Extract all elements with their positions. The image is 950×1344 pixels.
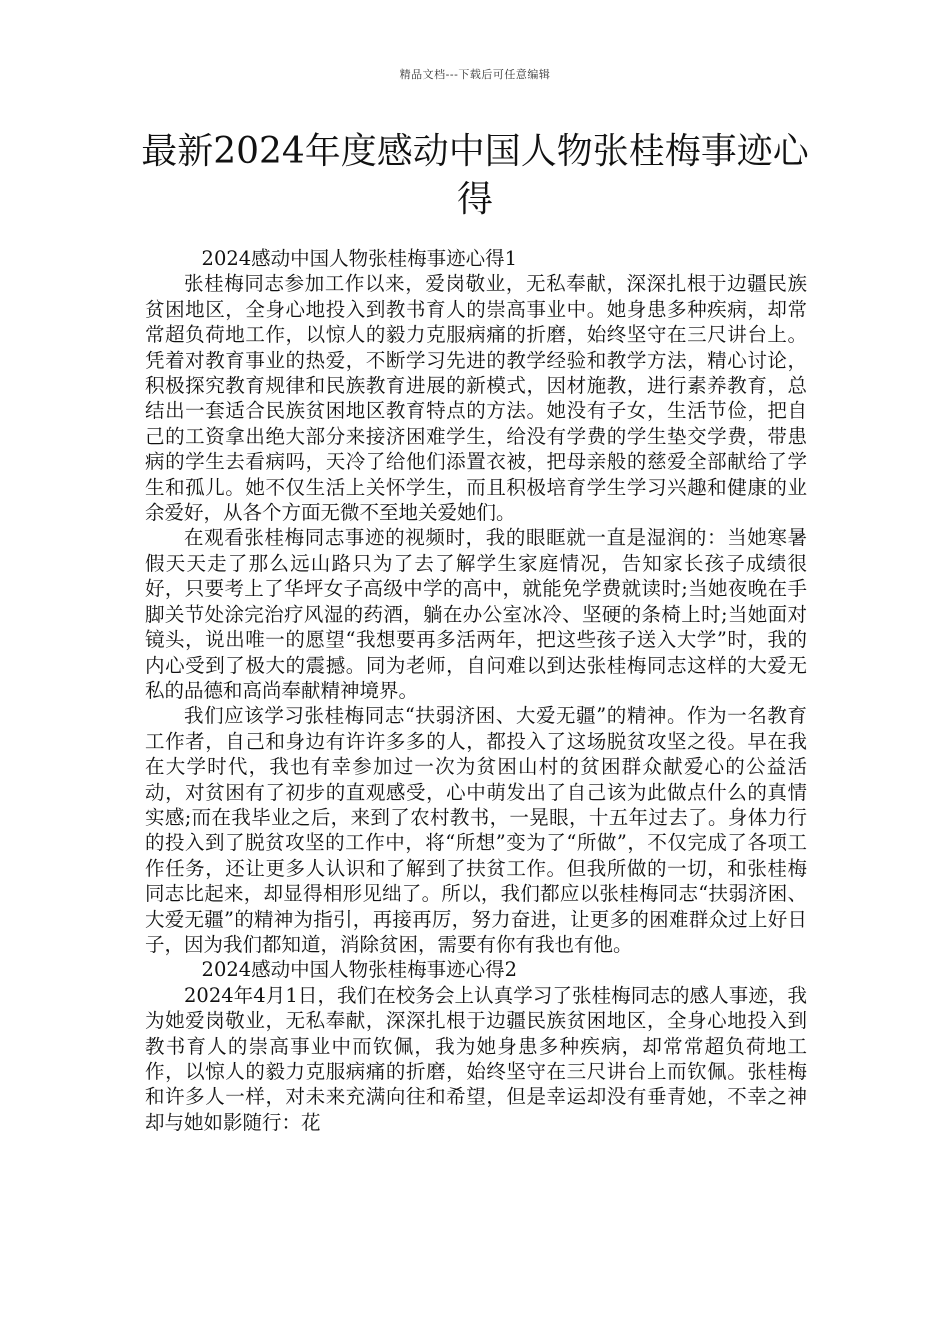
section-heading-1: 2024感动中国人物张桂梅事迹心得1 bbox=[201, 247, 518, 270]
paragraph: 我们应该学习张桂梅同志“扶弱济困、大爱无疆”的精神。作为一名教育工作者，自己和身边有许许多多的人，都投入了这场脱贫攻坚之役。早在我在大学时代，我也有幸参加过一次为贫困山村的贫困群众献爱心的公益活动，对贫困有了初步的直观感受，心中萌发出了自己该为此做点什么的真情实感;而在我毕业之后，来到了农村教书，一晃眼，十五年过去了。身体力行的投入到了脱贫攻坚的工作中，将“所想”变为了“所做”，不仅完成了各项工作任务，还让更多人认识和了解到了扶贫工作。但我所做的一切，和张桂梅同志比起来，却显得相形见绌了。所以，我们都应以张桂梅同志“扶弱济困、大爱无疆”的精神为指引，再接再厉，努力奋进，让更多的困难群众过上好日子，因为我们都知道，消除贫困，需要有你有我也有他。 bbox=[145, 704, 807, 956]
paragraph: 在观看张桂梅同志事迹的视频时，我的眼眶就一直是湿润的：当她寒暑假天天走了那么远山路只为了去了解学生家庭情况，告知家长孩子成绩很好，只要考上了华坪女子高级中学的高中，就能免学费就读时;当她夜晚在手脚关节处涂完治疗风湿的药酒，躺在办公室冰冷、坚硬的条椅上时;当她面对镜头，说出唯一的愿望“我想要再多活两年，把这些孩子送入大学”时，我的内心受到了极大的震撼。同为老师，自问难以到达张桂梅同志这样的大爱无私的品德和高尚奉献精神境界。 bbox=[145, 526, 807, 702]
header-note: 精品文档---下载后可任意编辑 bbox=[399, 68, 551, 81]
paragraph: 张桂梅同志参加工作以来，爱岗敬业，无私奉献，深深扎根于边疆民族贫困地区，全身心地投入到教书育人的崇高事业中。她身患多种疾病，却常常超负荷地工作，以惊人的毅力克服病痛的折磨，始终坚守在三尺讲台上。凭着对教育事业的热爱，不断学习先进的教学经验和教学方法，精心讨论，积极探究教育规律和民族教育进展的新模式，因材施教，进行素养教育，总结出一套适合民族贫困地区教育特点的方法。她没有子女，生活节俭，把自己的工资拿出绝大部分来接济困难学生，给没有学费的学生垫交学费，带患病的学生去看病吗，天冷了给他们添置衣被，把母亲般的慈爱全部献给了学生和孤儿。她不仅生活上关怀学生，而且积极培育学生学习兴趣和健康的业余爱好，从各个方面无微不至地关爱她们。 bbox=[145, 272, 807, 525]
paragraph: 2024年4月1日，我们在校务会上认真学习了张桂梅同志的感人事迹，我为她爱岗敬业，无私奉献，深深扎根于边疆民族贫困地区，全身心地投入到教书育人的崇高事业中而钦佩，我为她身患多种疾病，却常常超负荷地工作，以惊人的毅力克服病痛的折磨，始终坚守在三尺讲台上而钦佩。张桂梅和许多人一样，对未来充满向往和希望，但是幸运却没有垂青她，不幸之神却与她如影随行：花 bbox=[145, 983, 807, 1134]
document-body bbox=[145, 246, 807, 1135]
document-title: 最新2024年度感动中国人物张桂梅事迹心得 bbox=[141, 131, 809, 220]
section-heading-2: 2024感动中国人物张桂梅事迹心得2 bbox=[201, 958, 518, 982]
